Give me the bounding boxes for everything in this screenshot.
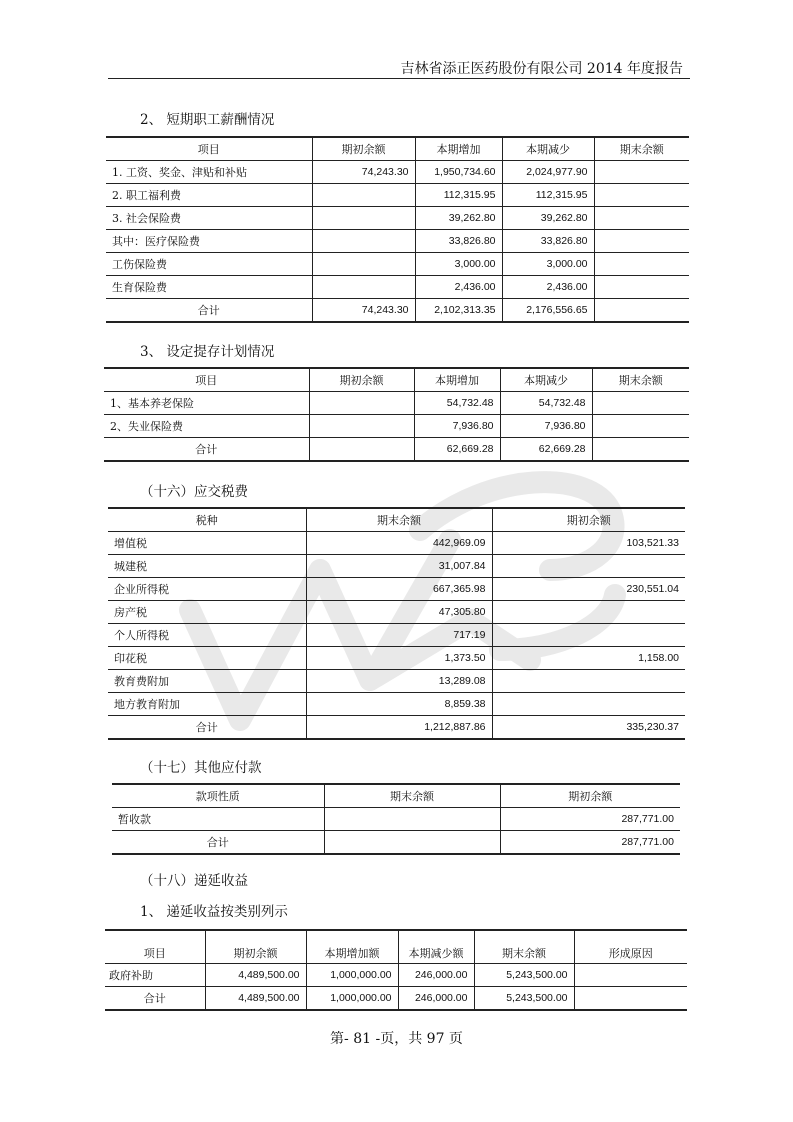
row-label: 房产税 <box>108 601 306 624</box>
table-total-row <box>106 299 689 323</box>
cell-value: 287,771.00 <box>500 808 680 831</box>
row-label: 其中：医疗保险费 <box>106 230 312 253</box>
column-header: 期初余额 <box>312 137 415 161</box>
cell-value: 246,000.00 <box>398 987 474 1011</box>
row-label: 1. 工资、奖金、津贴和补贴 <box>106 161 312 184</box>
cell-value: 3,000.00 <box>415 253 502 276</box>
column-header: 款项性质 <box>112 784 324 808</box>
table-header-row <box>112 784 680 808</box>
table-row <box>108 647 685 670</box>
cell-value: 1,000,000.00 <box>306 964 398 987</box>
cell-value: 74,243.30 <box>312 299 415 323</box>
cell-value: 667,365.98 <box>306 578 492 601</box>
cell-value: 1,212,887.86 <box>306 716 492 740</box>
column-header: 本期增加 <box>414 368 500 392</box>
defined-contribution-table <box>104 367 689 462</box>
row-label: 企业所得税 <box>108 578 306 601</box>
cell-value: 47,305.80 <box>306 601 492 624</box>
column-header: 期末余额 <box>594 137 689 161</box>
cell-value: 4,489,500.00 <box>205 964 306 987</box>
cell-value: 717.19 <box>306 624 492 647</box>
cell-value <box>309 415 414 438</box>
cell-value <box>592 415 689 438</box>
cell-value: 246,000.00 <box>398 964 474 987</box>
page-number: 第- 81 -页，共 97 页 <box>330 1031 463 1047</box>
section-title-defined-contribution: 3、 设定提存计划情况 <box>140 344 275 360</box>
other-payables-table <box>112 783 680 855</box>
table-header-row <box>104 368 689 392</box>
row-label: 个人所得税 <box>108 624 306 647</box>
cell-value: 7,936.80 <box>414 415 500 438</box>
table-total-row <box>108 716 685 740</box>
cell-value: 1,950,734.60 <box>415 161 502 184</box>
cell-value: 2,102,313.35 <box>415 299 502 323</box>
row-label: 合计 <box>105 987 205 1011</box>
cell-value <box>592 438 689 462</box>
row-label: 合计 <box>112 831 324 855</box>
table-row <box>108 532 685 555</box>
deferred-income-table <box>105 929 687 1011</box>
column-header: 项目 <box>106 137 312 161</box>
column-header: 期初余额 <box>492 508 685 532</box>
table-header-row <box>105 930 687 964</box>
cell-value: 33,826.80 <box>502 230 594 253</box>
cell-value: 5,243,500.00 <box>474 964 574 987</box>
section-title-short-term-salary: 2、 短期职工薪酬情况 <box>140 112 275 128</box>
cell-value: 39,262.80 <box>502 207 594 230</box>
cell-value <box>574 964 687 987</box>
cell-value <box>574 987 687 1011</box>
cell-value: 62,669.28 <box>414 438 500 462</box>
cell-value: 2,024,977.90 <box>502 161 594 184</box>
table-header-row <box>106 137 689 161</box>
cell-value: 74,243.30 <box>312 161 415 184</box>
row-label: 合计 <box>106 299 312 323</box>
table-header-row <box>108 508 685 532</box>
table-row <box>106 207 689 230</box>
table-row <box>104 415 689 438</box>
column-header: 项目 <box>104 368 309 392</box>
section-title-other-payables: （十七）其他应付款 <box>140 760 262 776</box>
cell-value <box>594 230 689 253</box>
cell-value: 287,771.00 <box>500 831 680 855</box>
table-row <box>108 624 685 647</box>
report-header-title: 吉林省添正医药股份有限公司 2014 年度报告 <box>400 61 683 77</box>
row-label: 教育费附加 <box>108 670 306 693</box>
cell-value <box>594 184 689 207</box>
table-row <box>106 161 689 184</box>
cell-value <box>492 555 685 578</box>
cell-value <box>324 831 500 855</box>
cell-value: 54,732.48 <box>414 392 500 415</box>
cell-value: 230,551.04 <box>492 578 685 601</box>
row-label: 合计 <box>108 716 306 740</box>
row-label: 合计 <box>104 438 309 462</box>
row-label: 城建税 <box>108 555 306 578</box>
cell-value: 1,373.50 <box>306 647 492 670</box>
cell-value <box>492 624 685 647</box>
cell-value: 2,436.00 <box>502 276 594 299</box>
table-row <box>106 276 689 299</box>
row-label: 暂收款 <box>112 808 324 831</box>
row-label: 印花税 <box>108 647 306 670</box>
table-row <box>106 230 689 253</box>
column-header: 期末余额 <box>474 930 574 964</box>
cell-value <box>594 276 689 299</box>
cell-value: 112,315.95 <box>502 184 594 207</box>
table-row <box>106 253 689 276</box>
column-header: 期初余额 <box>205 930 306 964</box>
table-row <box>112 808 680 831</box>
cell-value <box>312 230 415 253</box>
table-row <box>108 601 685 624</box>
column-header: 形成原因 <box>574 930 687 964</box>
cell-value: 7,936.80 <box>500 415 592 438</box>
row-label: 地方教育附加 <box>108 693 306 716</box>
column-header: 本期减少 <box>502 137 594 161</box>
column-header: 期末余额 <box>306 508 492 532</box>
row-label: 增值税 <box>108 532 306 555</box>
row-label: 1、基本养老保险 <box>104 392 309 415</box>
cell-value <box>594 161 689 184</box>
column-header: 本期增加 <box>415 137 502 161</box>
cell-value: 2,436.00 <box>415 276 502 299</box>
cell-value: 5,243,500.00 <box>474 987 574 1011</box>
cell-value: 13,289.08 <box>306 670 492 693</box>
cell-value: 2,176,556.65 <box>502 299 594 323</box>
cell-value: 103,521.33 <box>492 532 685 555</box>
cell-value: 31,007.84 <box>306 555 492 578</box>
cell-value <box>492 670 685 693</box>
cell-value <box>309 392 414 415</box>
cell-value <box>594 253 689 276</box>
cell-value: 62,669.28 <box>500 438 592 462</box>
cell-value <box>312 276 415 299</box>
column-header: 本期减少 <box>500 368 592 392</box>
column-header: 本期减少额 <box>398 930 474 964</box>
cell-value: 335,230.37 <box>492 716 685 740</box>
row-label: 2、失业保险费 <box>104 415 309 438</box>
section-title-deferred-income: （十八）递延收益 <box>140 873 248 889</box>
row-label: 政府补助 <box>105 964 205 987</box>
row-label: 2. 职工福利费 <box>106 184 312 207</box>
cell-value <box>492 601 685 624</box>
cell-value <box>309 438 414 462</box>
table-row <box>108 555 685 578</box>
subsection-title-deferred-income-by-category: 1、 递延收益按类别列示 <box>140 904 288 920</box>
table-total-row <box>112 831 680 855</box>
column-header: 税种 <box>108 508 306 532</box>
cell-value: 3,000.00 <box>502 253 594 276</box>
short-term-salary-table <box>106 136 689 323</box>
cell-value <box>492 693 685 716</box>
cell-value: 442,969.09 <box>306 532 492 555</box>
cell-value <box>594 207 689 230</box>
cell-value: 39,262.80 <box>415 207 502 230</box>
cell-value <box>592 392 689 415</box>
table-total-row <box>104 438 689 462</box>
table-total-row <box>105 987 687 1011</box>
cell-value <box>594 299 689 323</box>
table-row <box>108 670 685 693</box>
cell-value <box>312 253 415 276</box>
column-header: 本期增加额 <box>306 930 398 964</box>
column-header: 期末余额 <box>324 784 500 808</box>
cell-value: 112,315.95 <box>415 184 502 207</box>
taxes-payable-table <box>108 507 685 740</box>
column-header: 期初余额 <box>309 368 414 392</box>
row-label: 工伤保险费 <box>106 253 312 276</box>
cell-value <box>324 808 500 831</box>
cell-value: 1,000,000.00 <box>306 987 398 1011</box>
section-title-taxes-payable: （十六）应交税费 <box>140 484 248 500</box>
header-divider <box>108 78 690 79</box>
column-header: 期末余额 <box>592 368 689 392</box>
table-row <box>105 964 687 987</box>
table-row <box>106 184 689 207</box>
cell-value <box>312 207 415 230</box>
table-row <box>104 392 689 415</box>
cell-value: 4,489,500.00 <box>205 987 306 1011</box>
cell-value: 54,732.48 <box>500 392 592 415</box>
row-label: 3. 社会保险费 <box>106 207 312 230</box>
column-header: 期初余额 <box>500 784 680 808</box>
cell-value <box>312 184 415 207</box>
cell-value: 1,158.00 <box>492 647 685 670</box>
row-label: 生育保险费 <box>106 276 312 299</box>
column-header: 项目 <box>105 930 205 964</box>
cell-value: 8,859.38 <box>306 693 492 716</box>
table-row <box>108 578 685 601</box>
table-row <box>108 693 685 716</box>
cell-value: 33,826.80 <box>415 230 502 253</box>
